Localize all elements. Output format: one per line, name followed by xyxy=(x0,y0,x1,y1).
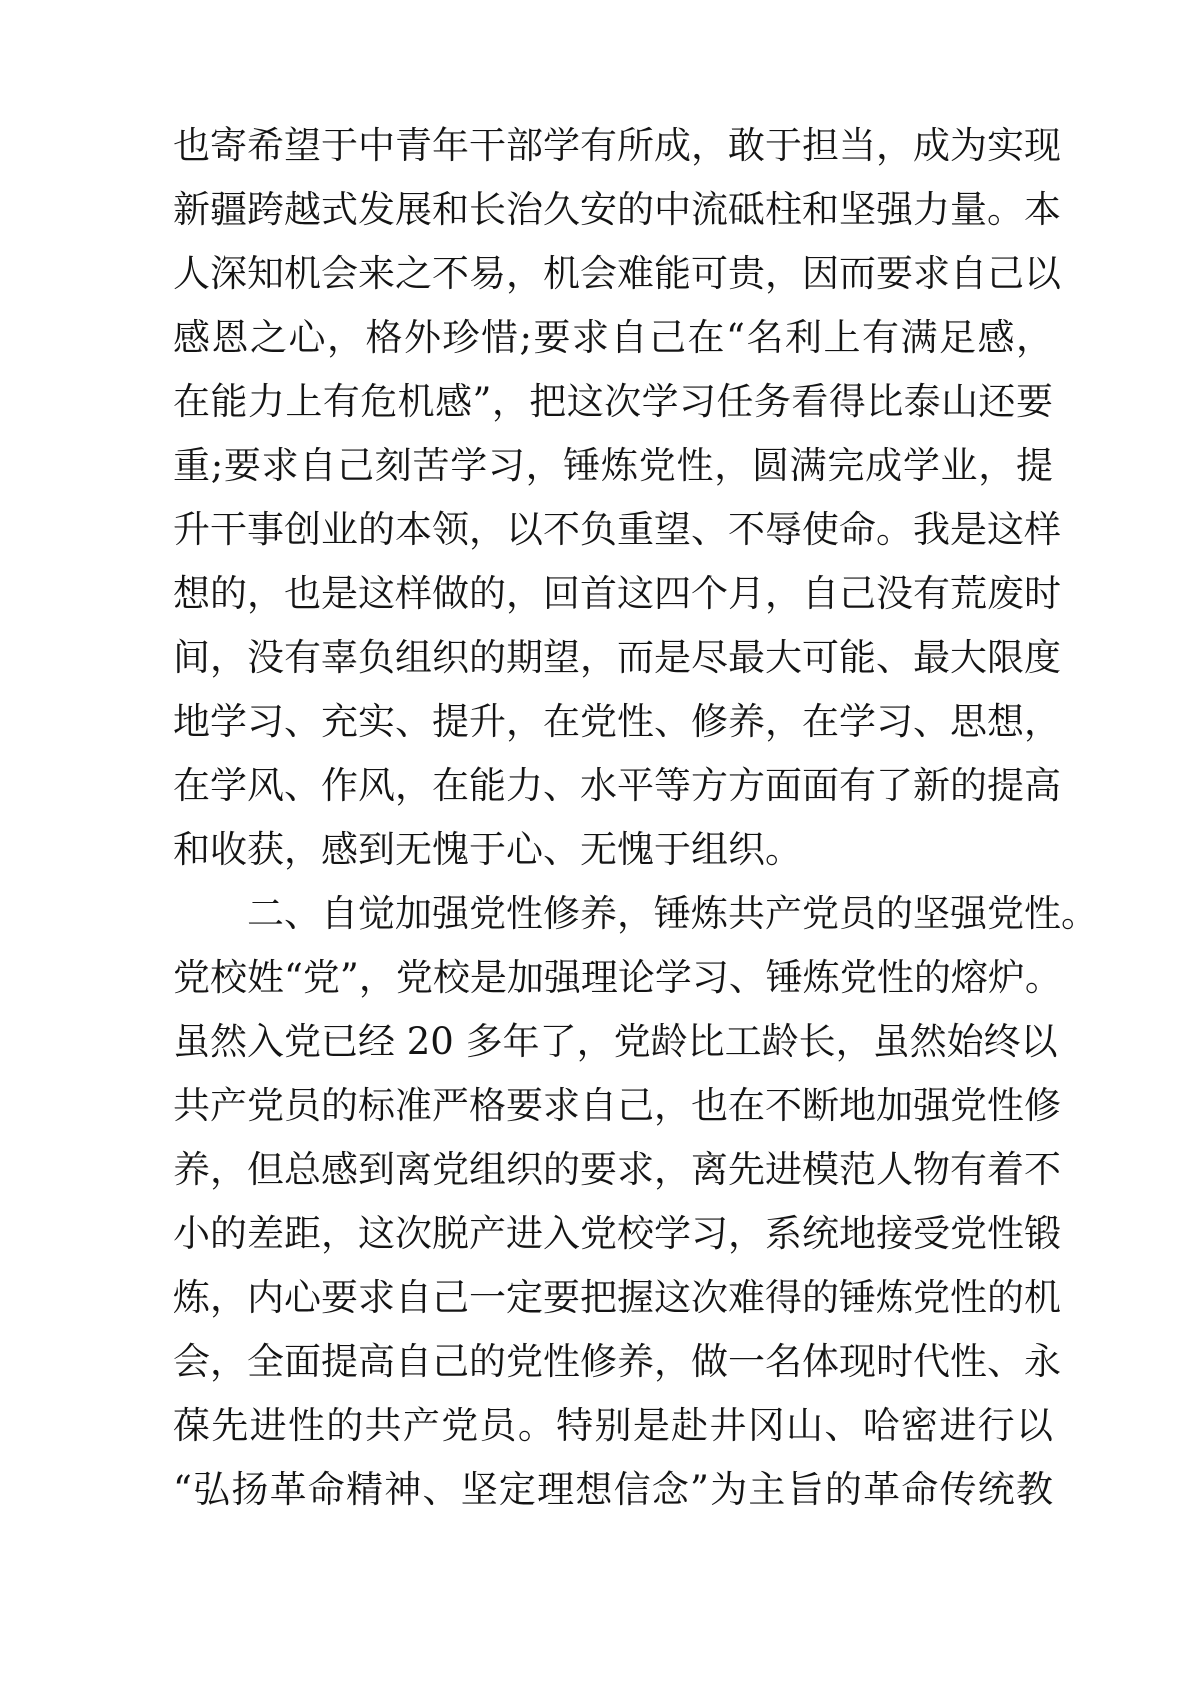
text-line: 会，全面提高自己的党性修养，做一名体现时代性、永 xyxy=(173,1340,1061,1383)
text-line: 和收获，感到无愧于心、无愧于组织。 xyxy=(173,828,802,871)
text-line: 想的，也是这样做的，回首这四个月，自己没有荒废时 xyxy=(173,572,1061,615)
text-line: 重;要求自己刻苦学习，锤炼党性，圆满完成学业，提 xyxy=(173,444,1053,487)
text-line: 地学习、充实、提升，在党性、修养，在学习、思想， xyxy=(173,700,1061,743)
text-line: 葆先进性的共产党员。特别是赴井冈山、哈密进行以 xyxy=(173,1404,1053,1447)
text-line: 间，没有辜负组织的期望，而是尽最大可能、最大限度 xyxy=(173,636,1061,679)
section-heading-line: 二、自觉加强党性修养，锤炼共产党员的坚强党性。 xyxy=(247,892,1098,935)
text-line: 也寄希望于中青年干部学有所成，敢于担当，成为实现 xyxy=(173,124,1061,167)
text-line: 小的差距，这次脱产进入党校学习，系统地接受党性锻 xyxy=(173,1212,1061,1255)
text-line: 养，但总感到离党组织的要求，离先进模范人物有着不 xyxy=(173,1148,1061,1191)
text-line: 人深知机会来之不易，机会难能可贵，因而要求自己以 xyxy=(173,252,1061,295)
text-line: 感恩之心，格外珍惜;要求自己在“名利上有满足感， xyxy=(173,316,1053,359)
text-line: 党校姓“党”，党校是加强理论学习、锤炼党性的熔炉。 xyxy=(173,956,1062,999)
text-line: 共产党员的标准严格要求自己，也在不断地加强党性修 xyxy=(173,1084,1061,1127)
text-line: 炼，内心要求自己一定要把握这次难得的锤炼党性的机 xyxy=(173,1276,1061,1319)
text-line: “弘扬革命精神、坚定理想信念”为主旨的革命传统教 xyxy=(173,1468,1053,1511)
text-line: 在能力上有危机感”，把这次学习任务看得比泰山还要 xyxy=(173,380,1053,423)
text-line: 升干事创业的本领，以不负重望、不辱使命。我是这样 xyxy=(173,508,1061,551)
text-line: 虽然入党已经 20 多年了，党龄比工龄长，虽然始终以 xyxy=(173,1020,1058,1063)
text-line: 在学风、作风，在能力、水平等方方面面有了新的提高 xyxy=(173,764,1061,807)
text-line: 新疆跨越式发展和长治久安的中流砥柱和坚强力量。本 xyxy=(173,188,1061,231)
body-text xyxy=(173,114,1098,1522)
